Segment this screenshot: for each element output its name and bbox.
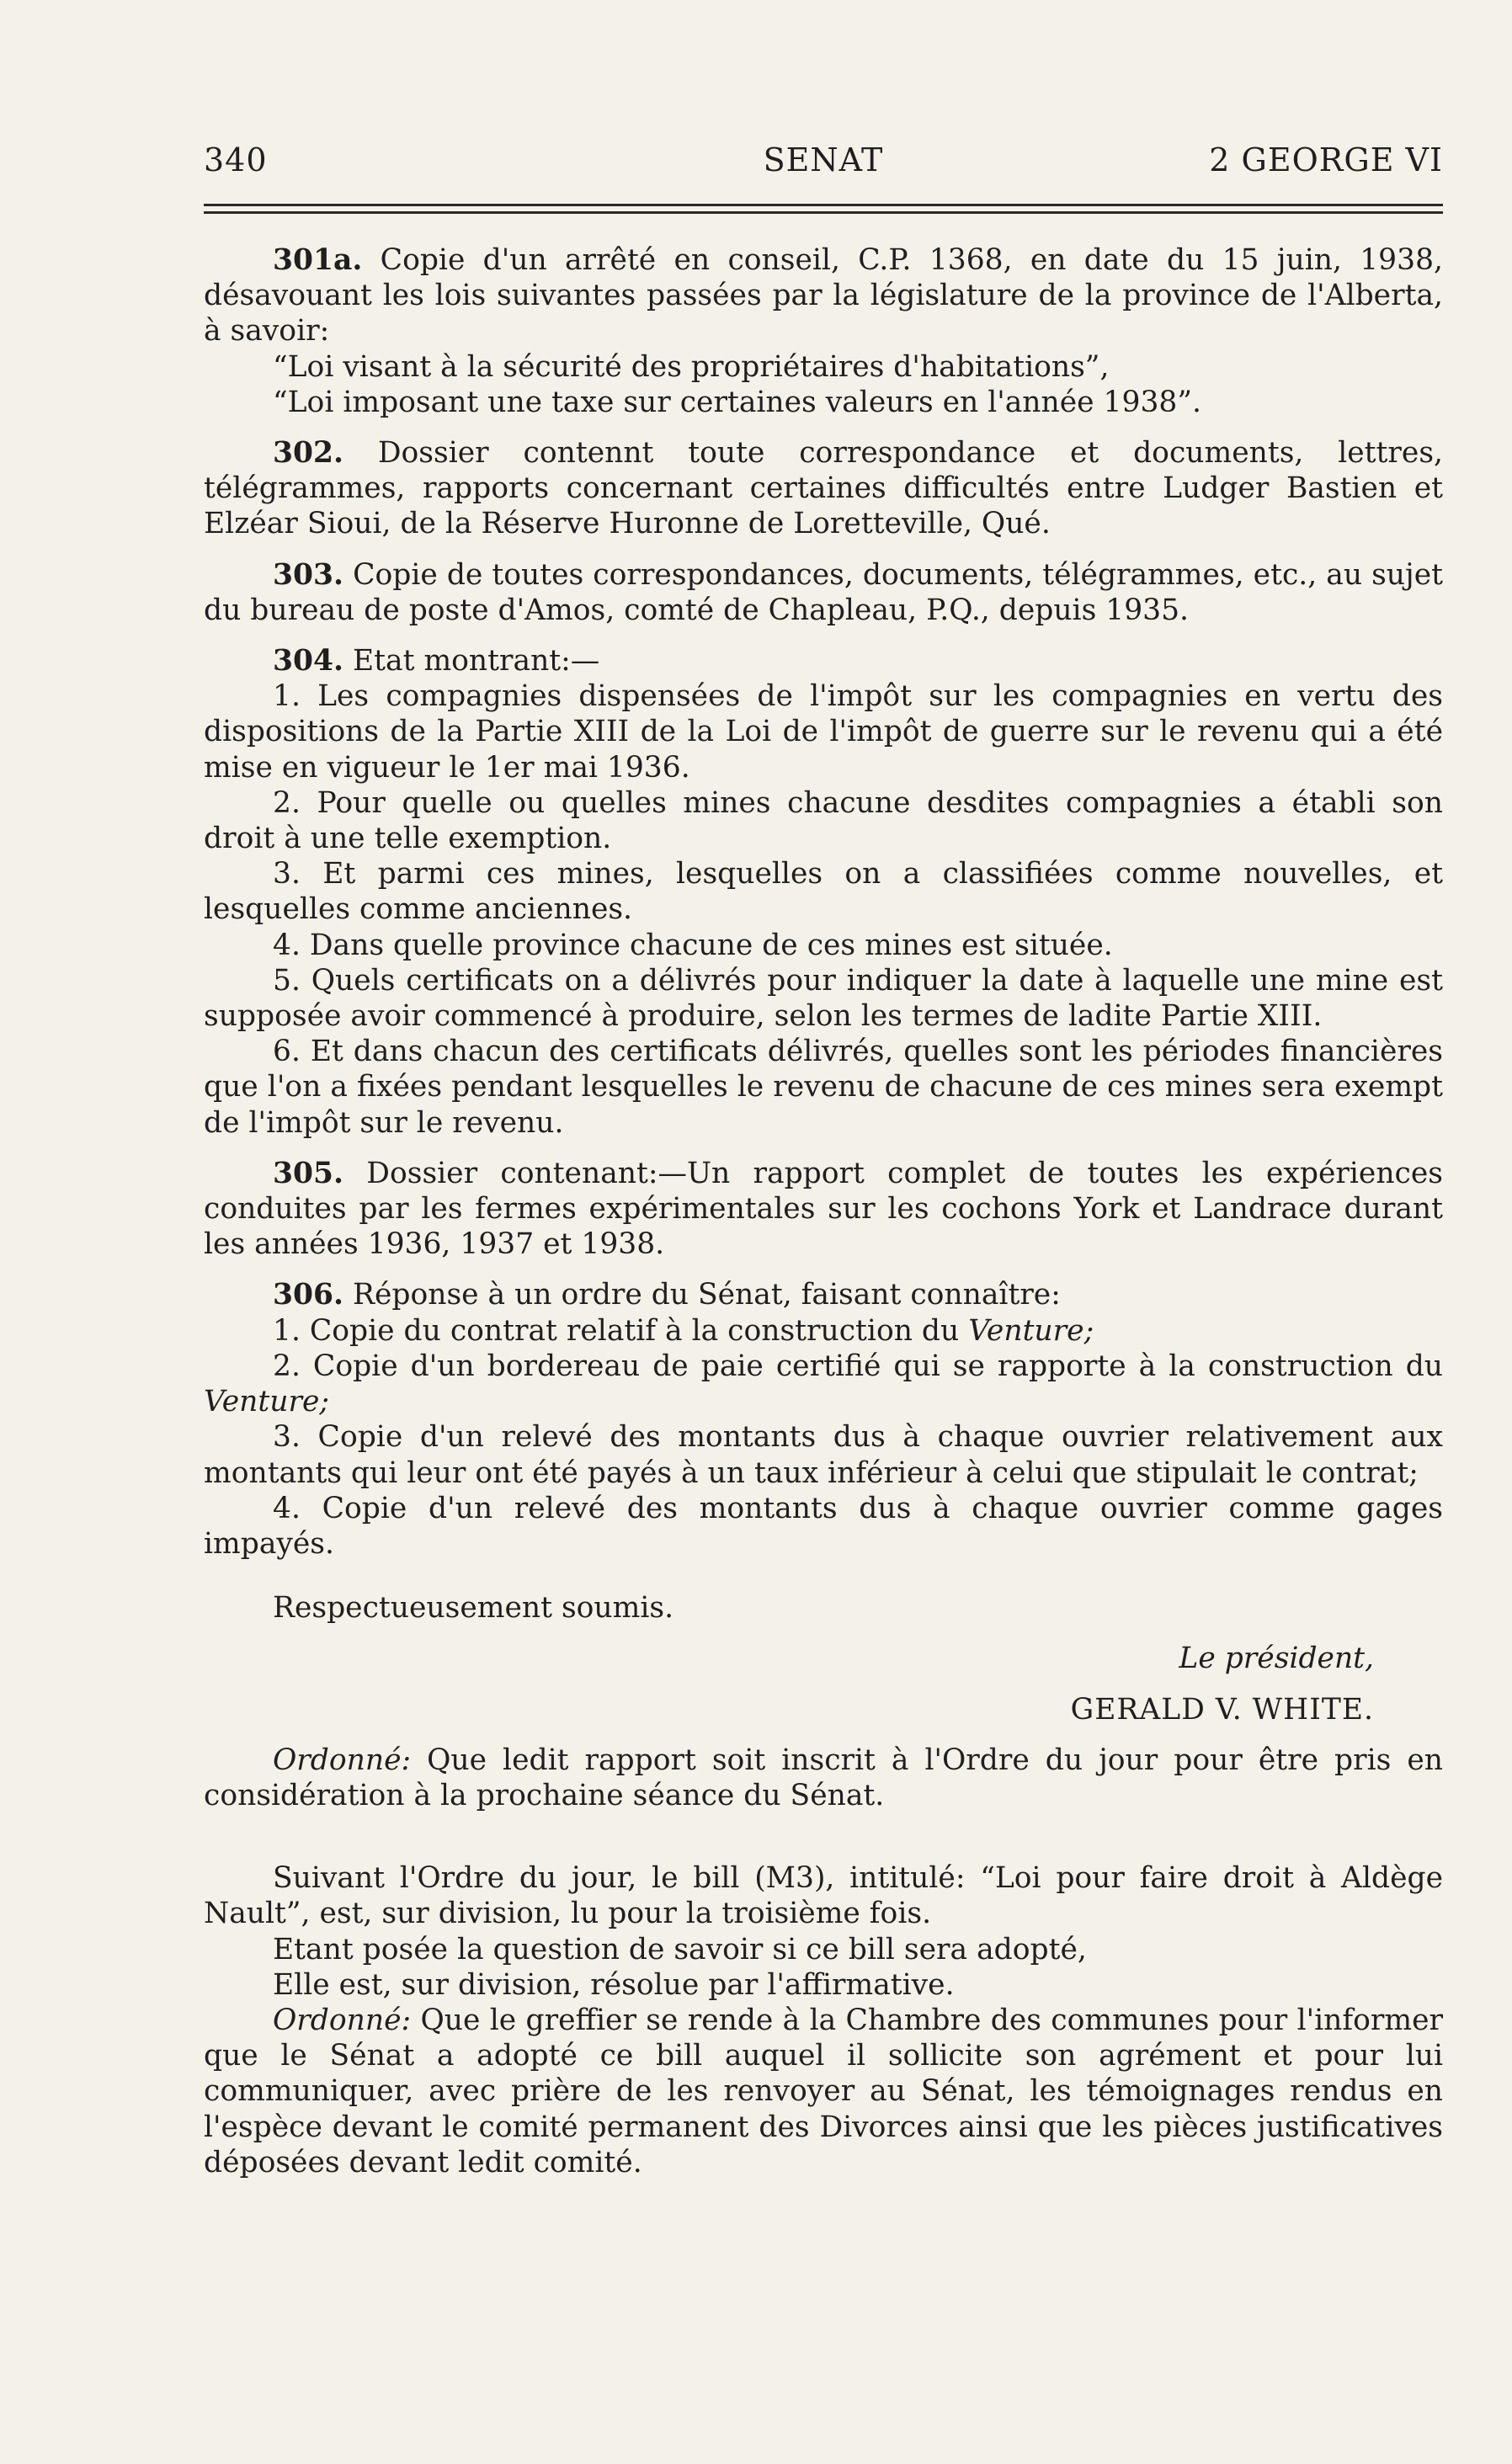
signature-name: GERALD V. WHITE. xyxy=(1070,1692,1374,1727)
session-label: 2 GEORGE VI xyxy=(1209,141,1443,178)
section-spacer xyxy=(204,1813,1443,1860)
ship-name: Venture; xyxy=(204,1385,330,1419)
item-306-point-2 xyxy=(204,1349,1443,1419)
item-number: 301a. xyxy=(273,243,363,277)
bill-result: Elle est, sur division, résolue par l'affirmative. xyxy=(273,1967,955,2002)
item-304-point-4: 4. Dans quelle province chacune de ces mines est située. xyxy=(273,928,1113,962)
item-306-point-3: 3. Copie d'un relevé des montants dus à chaque ouvrier relativement aux montants qui leur ont été payés à un taux inférieur à celui que stipulait le contrat; xyxy=(204,1420,1443,1490)
order-label: Ordonné: xyxy=(273,2003,412,2037)
item-text: Copie d'un arrêté en conseil, C.P. 1368, en date du 15 juin, 1938, désavouant les lois suivantes passées par la législature de la province de l'Alberta, à savoir: xyxy=(204,243,1443,349)
item-305 xyxy=(204,1156,1443,1263)
item-number: 306. xyxy=(273,1278,344,1312)
quoted-act-1: “Loi visant à la sécurité des propriétaires d'habitations”, xyxy=(273,349,1110,384)
order-label: Ordonné: xyxy=(273,1743,412,1777)
bill-question: Etant posée la question de savoir si ce bill sera adopté, xyxy=(273,1932,1087,1966)
page-title: SENAT xyxy=(763,141,884,178)
signature-role: Le président, xyxy=(1179,1642,1374,1676)
item-text: Réponse à un ordre du Sénat, faisant connaître: xyxy=(343,1278,1061,1312)
item-text: Dossier contenant:—Un rapport complet de toutes les expériences conduites par les fermes expérimentales sur les cochons York et Landrace durant les années 1936, 1937 et 1938. xyxy=(204,1156,1443,1262)
point-text: 1. Copie du contrat relatif à la construction du xyxy=(273,1313,969,1348)
item-306-point-4: 4. Copie d'un relevé des montants dus à chaque ouvrier comme gages impayés. xyxy=(204,1491,1443,1561)
item-304-point-5: 5. Quels certificats on a délivrés pour indiquer la date à laquelle une mine est supposée avoir commencé à produire, selon les termes de ladite Partie XIII. xyxy=(204,963,1443,1034)
item-number: 302. xyxy=(273,436,344,471)
item-306-point-1 xyxy=(204,1313,1443,1349)
document-body xyxy=(204,242,1443,2180)
order-text: Que le greffier se rende à la Chambre des communes pour l'informer que le Sénat a adopté ce bill auquel il sollicite son agrément et pour lui communiquer, avec prière de les renvoyer au Sénat, les témoignages rendus en l'espèce devant le comité permanent des Divorces ainsi que les pièces justificatives déposées devant ledit comité. xyxy=(204,2003,1443,2179)
closing-respect: Respectueusement soumis. xyxy=(273,1591,674,1626)
point-text: 2. Copie d'un bordereau de paie certifié qui se rapporte à la construction du xyxy=(273,1349,1443,1383)
item-304-point-6: 6. Et dans chacun des certificats délivrés, quelles sont les périodes financières que l'on a fixées pendant lesquelles le revenu de chacune de ces mines sera exempt de l'impôt sur le revenu. xyxy=(204,1035,1443,1140)
ship-name: Venture; xyxy=(968,1313,1094,1348)
quoted-act-2: “Loi imposant une taxe sur certaines valeurs en l'année 1938”. xyxy=(273,385,1201,419)
item-302 xyxy=(204,435,1443,542)
item-304-point-3: 3. Et parmi ces mines, lesquelles on a classifiées comme nouvelles, et lesquelles comme anciennes. xyxy=(204,857,1443,927)
item-text: Etat montrant:— xyxy=(343,644,600,679)
item-303 xyxy=(204,557,1443,628)
item-301a xyxy=(204,242,1443,349)
item-304 xyxy=(204,643,1443,679)
item-304-point-2: 2. Pour quelle ou quelles mines chacune desdites compagnies a établi son droit à une telle exemption. xyxy=(204,785,1443,856)
item-number: 303. xyxy=(273,557,344,592)
page-number: 340 xyxy=(204,141,268,178)
item-306 xyxy=(204,1277,1443,1312)
item-text: Dossier contennt toute correspondance et documents, lettres, télégrammes, rapports concernant certaines difficultés entre Ludger Bastien et Elzéar Sioui, de la Réserve Huronne de Loretteville, Qué. xyxy=(204,436,1443,541)
bill-reading: Suivant l'Ordre du jour, le bill (M3), intitulé: “Loi pour faire droit à Aldège Nault”, est, sur division, lu pour la troisième fois. xyxy=(204,1861,1443,1931)
header-rule-top xyxy=(204,204,1443,206)
item-number: 304. xyxy=(273,644,344,679)
order-report xyxy=(204,1743,1443,1813)
item-number: 305. xyxy=(273,1156,344,1190)
order-bill xyxy=(204,2003,1443,2180)
header-rule-bottom xyxy=(204,211,1443,214)
item-304-point-1: 1. Les compagnies dispensées de l'impôt sur les compagnies en vertu des dispositions de la Partie XIII de la Loi de l'impôt de guerre sur le revenu qui a été mise en vigueur le 1er mai 1936. xyxy=(204,679,1443,785)
item-text: Copie de toutes correspondances, documents, télégrammes, etc., au sujet du bureau de poste d'Amos, comté de Chapleau, P.Q., depuis 1935. xyxy=(204,557,1443,627)
order-text: Que ledit rapport soit inscrit à l'Ordre du jour pour être pris en considération à la prochaine séance du Sénat. xyxy=(204,1743,1443,1812)
